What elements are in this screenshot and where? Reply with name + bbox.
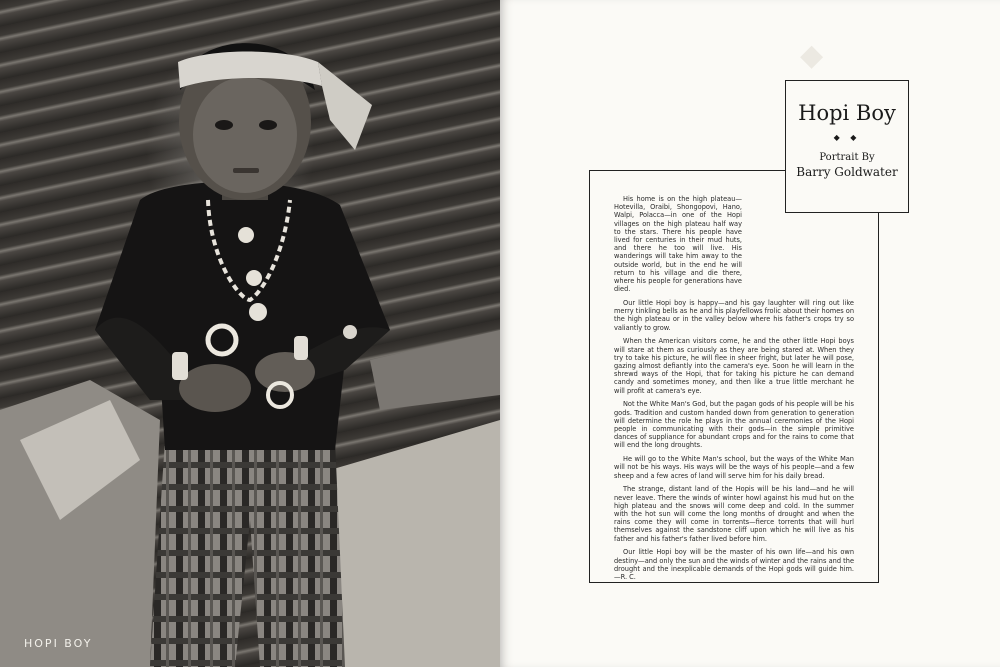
article-paragraph: Our little Hopi boy will be the master of his own life—and his own destiny—and only the sun and the winds of winter and the rains and the drought and the inexplicable demands of the Hopi gods will guide him.—R. C. — [614, 548, 854, 582]
article-paragraph: Our little Hopi boy is happy—and his gay laughter will ring out like merry tinkling bells as he and his playfellows frolic about their homes on the high plateau or in the valley below where his father's crops try so valiantly to grow. — [614, 299, 854, 332]
article-paragraph: The strange, distant land of the Hopis will be his land—and he will never leave. There the winds of winter howl against his mud hut on the high plateau and the snows will come deep and cold. In the summer with the hot sun will come the long months of drought and when the rains come they will come in torrents—fierce torrents that will hurl themselves against the sandstone cliff upon which he will live as his father and his father's father lived before him. — [614, 485, 854, 543]
photo-caption: HOPI BOY — [24, 637, 93, 650]
show-through-text: ◆ — [800, 38, 824, 73]
article-paragraph: His home is on the high plateau—Hotevilla, Oraibi, Shongopovi, Hano, Walpi, Polacca—in one of the Hopi villages on the high plateau half way to the stars. There his people have lived for centuries in their mud huts, and there he too will live. His wanderings will take him away to the outside world, but in the end he will return to his village and die there, where his people for generations have died. — [614, 195, 742, 294]
right-page — [500, 0, 1000, 667]
title-box — [785, 80, 909, 213]
article-paragraph: When the American visitors come, he and the other little Hopi boys will stare at them as curiously as they are being stared at. When they try to take his picture, he will flee in sheer fright, but later he will pose, gazing almost defiantly into the camera's eye. Soon he will learn in the shrewd ways of the Hopi, that for taking his picture he can demand candy and sometimes money, and then like a true little merchant he will profit at camera's eye. — [614, 337, 854, 395]
article-paragraph: He will go to the White Man's school, but the ways of the White Man will not be his ways. His ways will be the ways of his people—and a few sheep and a few acres of land will serve him for his daily bread. — [614, 455, 854, 480]
article-title: Hopi Boy — [798, 101, 896, 125]
article-paragraph: Not the White Man's God, but the pagan gods of his people will be his gods. Tradition and custom handed down from generation to generation will determine the role he plays in the annual ceremonies of the Hopi people in communicating with their gods—in the simple primitive dances of suppliance for abundant crops and for the rains to come that will end the long droughts. — [614, 400, 854, 450]
article-box — [589, 170, 879, 583]
photographer-name: Barry Goldwater — [796, 165, 898, 179]
diamond-ornament-icon: ◆ ◆ — [833, 133, 861, 142]
article-body — [614, 195, 854, 587]
credit-line: Portrait By — [819, 152, 875, 163]
